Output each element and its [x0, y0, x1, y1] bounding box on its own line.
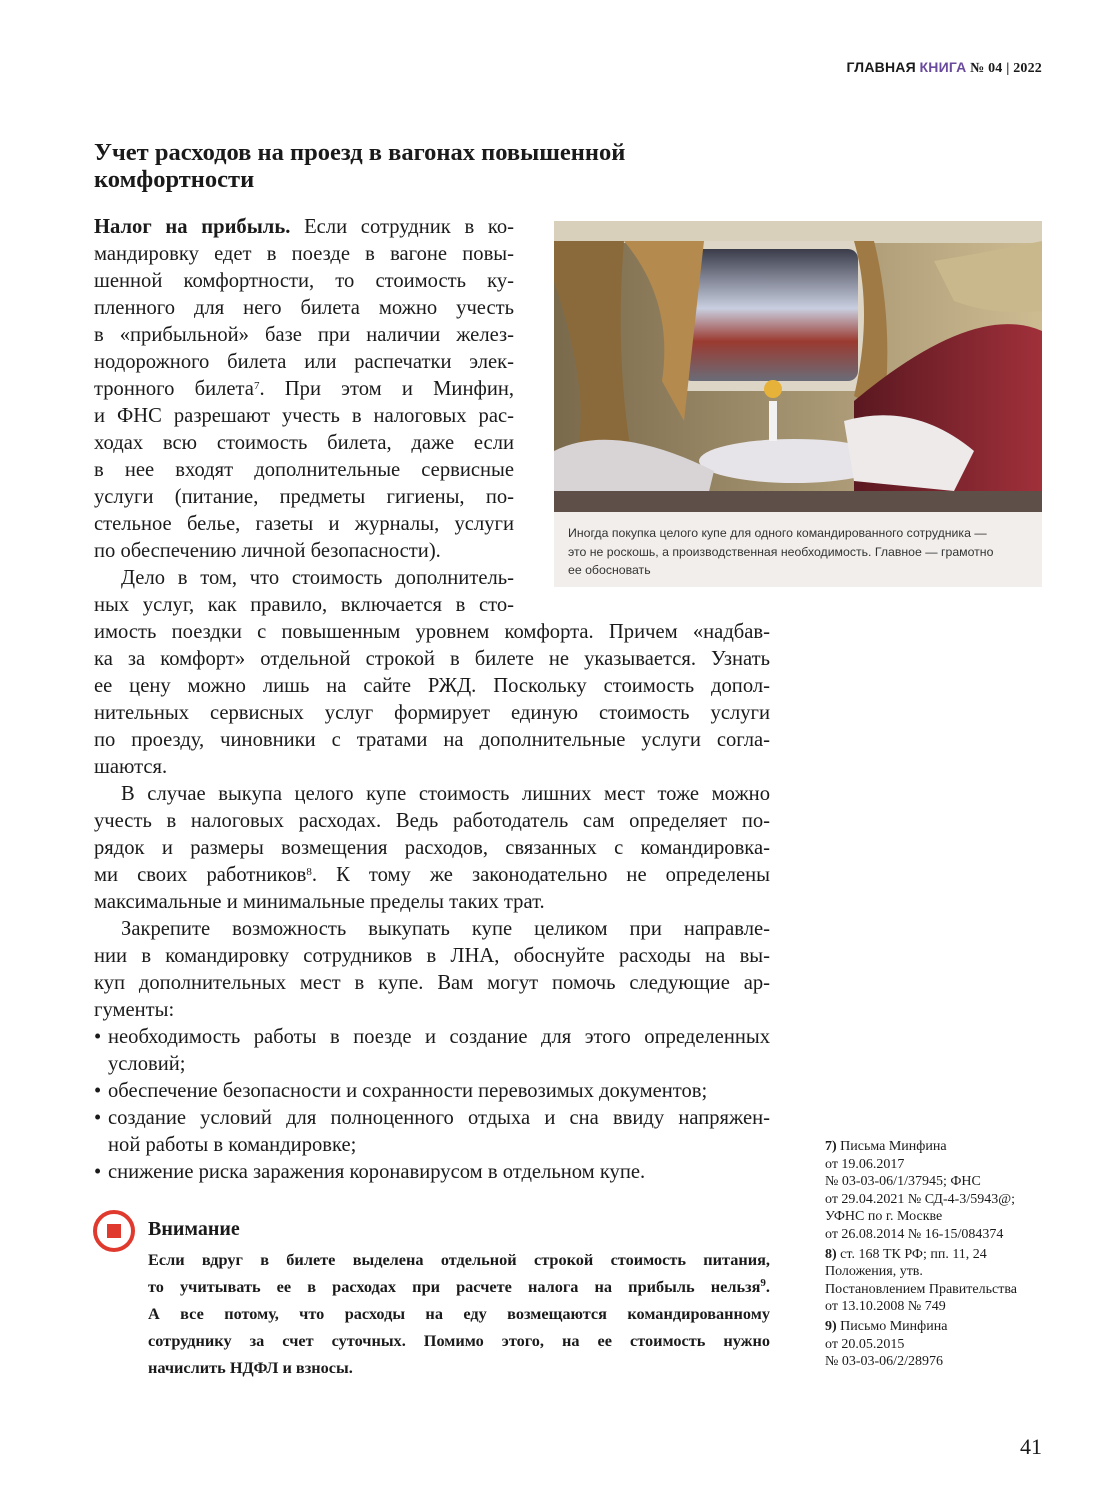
text-line: [94, 565, 514, 592]
issue-number: № 04 | 2022: [970, 61, 1042, 76]
line-text: ных услуг, как правило, включается в сто-: [94, 594, 514, 616]
footnote-line: [825, 1281, 1017, 1299]
footnote-line: [825, 1156, 1017, 1174]
line-text: гументы:: [94, 999, 175, 1021]
line-text: обеспечение безопасности и сохранности перевозимых документов;: [108, 1080, 708, 1102]
footnote-line: [825, 1138, 1017, 1156]
footnote-ref: 9: [760, 1277, 766, 1289]
attention-title: Внимание: [148, 1218, 240, 1240]
footnote-line: [825, 1173, 1017, 1191]
text-line: [148, 1354, 770, 1381]
text-line: [94, 1078, 770, 1105]
text-line: [94, 1051, 770, 1078]
text-line: [148, 1327, 770, 1354]
line-text: ной работы в командировке;: [108, 1134, 357, 1156]
text-line: [94, 970, 770, 997]
footnote-text: ст. 168 ТК РФ; пп. 11, 24: [840, 1246, 987, 1262]
line-text: учесть в налоговых расходах. Ведь работодатель сам определяет по-: [94, 810, 770, 832]
title-line: комфортности: [94, 166, 255, 193]
footnote-number: 8): [825, 1246, 837, 1262]
line-text: тронного билета: [94, 378, 254, 400]
attention-body: [148, 1246, 770, 1381]
footnote-line: [825, 1246, 1017, 1264]
footnote-text: от 29.04.2021 № СД-4-3/5943@;: [825, 1191, 1015, 1207]
line-text: .: [765, 1277, 770, 1296]
footnote: [825, 1318, 1017, 1371]
footnote-text: УФНС по г. Москве: [825, 1209, 943, 1225]
bullet-marker: •: [94, 1080, 102, 1102]
text-line: [94, 1159, 770, 1186]
line-text: куп дополнительных мест в купе. Вам могут помочь следующие ар-: [94, 972, 770, 994]
line-text: Если вдруг в билете выделена отдельной строкой стоимость питания,: [148, 1250, 770, 1269]
bullet-marker: •: [94, 1161, 102, 1183]
line-text: имость поездки с повышенным уровнем комфорта. Причем «надбав-: [94, 621, 770, 643]
text-line: [148, 1300, 770, 1327]
line-text: снижение риска заражения коронавирусом в отдельном купе.: [108, 1161, 646, 1183]
text-line: [94, 889, 770, 916]
text-line: [94, 997, 770, 1024]
footnote-line: [825, 1318, 1017, 1336]
text-line: [94, 943, 770, 970]
footnote-line: [825, 1208, 1017, 1226]
line-text: в «прибыльной» базе при наличии желез-: [94, 324, 514, 346]
line-text: необходимость работы в поезде и создание для этого определенных: [108, 1026, 770, 1048]
line-text: ка за комфорт» отдельной строкой в билете не указывается. Узнать: [94, 648, 770, 670]
footnote-text: Положения, утв.: [825, 1264, 923, 1280]
footnote-line: [825, 1336, 1017, 1354]
text-line: [94, 241, 514, 268]
text-line: [94, 727, 770, 754]
running-header: [847, 59, 1042, 77]
lead-in: Налог на прибыль.: [94, 216, 291, 238]
line-text: в нее входят дополнительные сервисные: [94, 459, 514, 481]
text-line: [148, 1246, 770, 1273]
footnote-line: [825, 1226, 1017, 1244]
line-text: условий;: [108, 1053, 186, 1075]
text-line: [94, 511, 514, 538]
footnote-text: от 13.10.2008 № 749: [825, 1299, 946, 1315]
footnote-line: [825, 1191, 1017, 1209]
line-text: Дело в том, что стоимость дополнитель-: [121, 567, 514, 589]
caption-line: ее обосновать: [568, 563, 651, 577]
footnote-text: Постановлением Правительства: [825, 1281, 1017, 1297]
footnote-ref: 8: [306, 866, 312, 878]
line-text: то учитывать ее в расходах при расчете налога на прибыль нельзя: [148, 1277, 761, 1296]
line-text: пленного для него билета можно учесть: [94, 297, 514, 319]
line-text: Закрепите возможность выкупать купе целиком при направле-: [121, 918, 770, 940]
footnote-text: от 26.08.2014 № 16-15/084374: [825, 1226, 1004, 1242]
footnote-ref: 7: [253, 380, 260, 392]
footnote: [825, 1246, 1017, 1316]
text-line: [94, 916, 770, 943]
footnote-number: 7): [825, 1139, 837, 1154]
line-text: и ФНС разрешают учесть в налоговых рас-: [94, 405, 514, 427]
caption-line: это не роскошь, а производственная необходимость. Главное — грамотно: [568, 544, 994, 559]
line-text: сотруднику за счет суточных. Помимо этого, на ее стоимость нужно: [148, 1331, 770, 1350]
text-line: [148, 1273, 770, 1300]
line-text: по обеспечению личной безопасности).: [94, 540, 441, 562]
footnote-line: [825, 1298, 1017, 1316]
line-text: начислить НДФЛ и взносы.: [148, 1358, 353, 1377]
footnote-text: Письмо Минфина: [840, 1318, 948, 1334]
footnote-text: от 20.05.2015: [825, 1336, 905, 1352]
footnote-line: [825, 1353, 1017, 1371]
line-text: по проезду, чиновники с тратами на дополнительные услуги согла-: [94, 729, 770, 751]
footnotes: [825, 1138, 1017, 1373]
line-text: . К тому же законодательно не определены: [311, 864, 770, 886]
line-text: услуги (питание, предметы гигиены, по-: [94, 486, 514, 508]
footnote: [825, 1138, 1017, 1244]
text-line: [94, 538, 514, 565]
text-line: [94, 268, 514, 295]
line-text: стельное белье, газеты и журналы, услуги: [94, 513, 514, 535]
line-text: создание условий для полноценного отдыха и сна ввиду напряжен-: [108, 1107, 770, 1129]
footnote-number: 9): [825, 1318, 837, 1334]
text-line: [94, 214, 514, 241]
footnote-line: [825, 1263, 1017, 1281]
text-line: [94, 808, 770, 835]
bullet-marker: •: [94, 1026, 102, 1048]
text-line: [94, 700, 770, 727]
text-line: [94, 295, 514, 322]
line-text: В случае выкупа целого купе стоимость лишних мест тоже можно: [121, 783, 770, 805]
caption-line: Иногда покупка целого купе для одного командированного сотрудника —: [568, 526, 987, 540]
text-line: [94, 862, 770, 889]
brand-name: ГЛАВНАЯ: [846, 59, 916, 75]
footnote-text: Письма Минфина: [840, 1139, 947, 1154]
text-line: [94, 376, 514, 403]
line-text: нии в командировку сотрудников в ЛНА, обоснуйте расходы на вы-: [94, 945, 770, 967]
line-text: ходах всю стоимость билета, даже если: [94, 432, 514, 454]
text-line: [94, 1132, 770, 1159]
article-title: [94, 139, 794, 193]
text-line: [94, 430, 514, 457]
line-text: ее цену можно лишь на сайте РЖД. Поскольку стоимость допол-: [94, 675, 770, 697]
text-line: [94, 403, 514, 430]
title-line: Учет расходов на проезд в вагонах повышенной: [94, 139, 626, 166]
line-text: рядок и размеры возмещения расходов, связанных с командировка-: [94, 837, 770, 859]
text-line: [94, 1024, 770, 1051]
text-line: [94, 835, 770, 862]
text-line: [94, 646, 770, 673]
line-text: . При этом и Минфин,: [259, 378, 515, 400]
text-line: [94, 592, 514, 619]
attention-stop-icon: [93, 1210, 135, 1252]
page-number: 41: [1020, 1434, 1042, 1459]
text-line: [94, 457, 514, 484]
brand-name-accent: КНИГА: [919, 59, 967, 75]
bullet-marker: •: [94, 1107, 102, 1129]
text-line: [94, 1105, 770, 1132]
footnote-text: № 03-03-06/2/28976: [825, 1354, 943, 1370]
text-line: [94, 781, 770, 808]
photo-caption: [554, 512, 1042, 587]
footnote-text: № 03-03-06/1/37945; ФНС: [825, 1174, 981, 1190]
footnote-text: от 19.06.2017: [825, 1156, 905, 1172]
line-text: ми своих работников: [94, 864, 307, 886]
line-text: А все потому, что расходы на еду возмещаются командированному: [148, 1304, 770, 1323]
line-text: Если сотрудник в ко-: [290, 216, 514, 238]
text-line: [94, 484, 514, 511]
line-text: шаются.: [94, 756, 168, 778]
line-text: максимальные и минимальные пределы таких трат.: [94, 891, 545, 913]
text-line: [94, 673, 770, 700]
text-line: [94, 754, 770, 781]
line-text: мандировку едет в поезде в вагоне повы-: [94, 243, 514, 265]
train-compartment-photo: [554, 221, 1042, 512]
line-text: нительных сервисных услуг формирует единую стоимость услуги: [94, 702, 770, 724]
line-text: шенной комфортности, то стоимость ку-: [94, 270, 514, 292]
text-line: [94, 619, 770, 646]
line-text: нодорожного билета или распечатки элек-: [94, 351, 514, 373]
text-line: [94, 349, 514, 376]
text-line: [94, 322, 514, 349]
